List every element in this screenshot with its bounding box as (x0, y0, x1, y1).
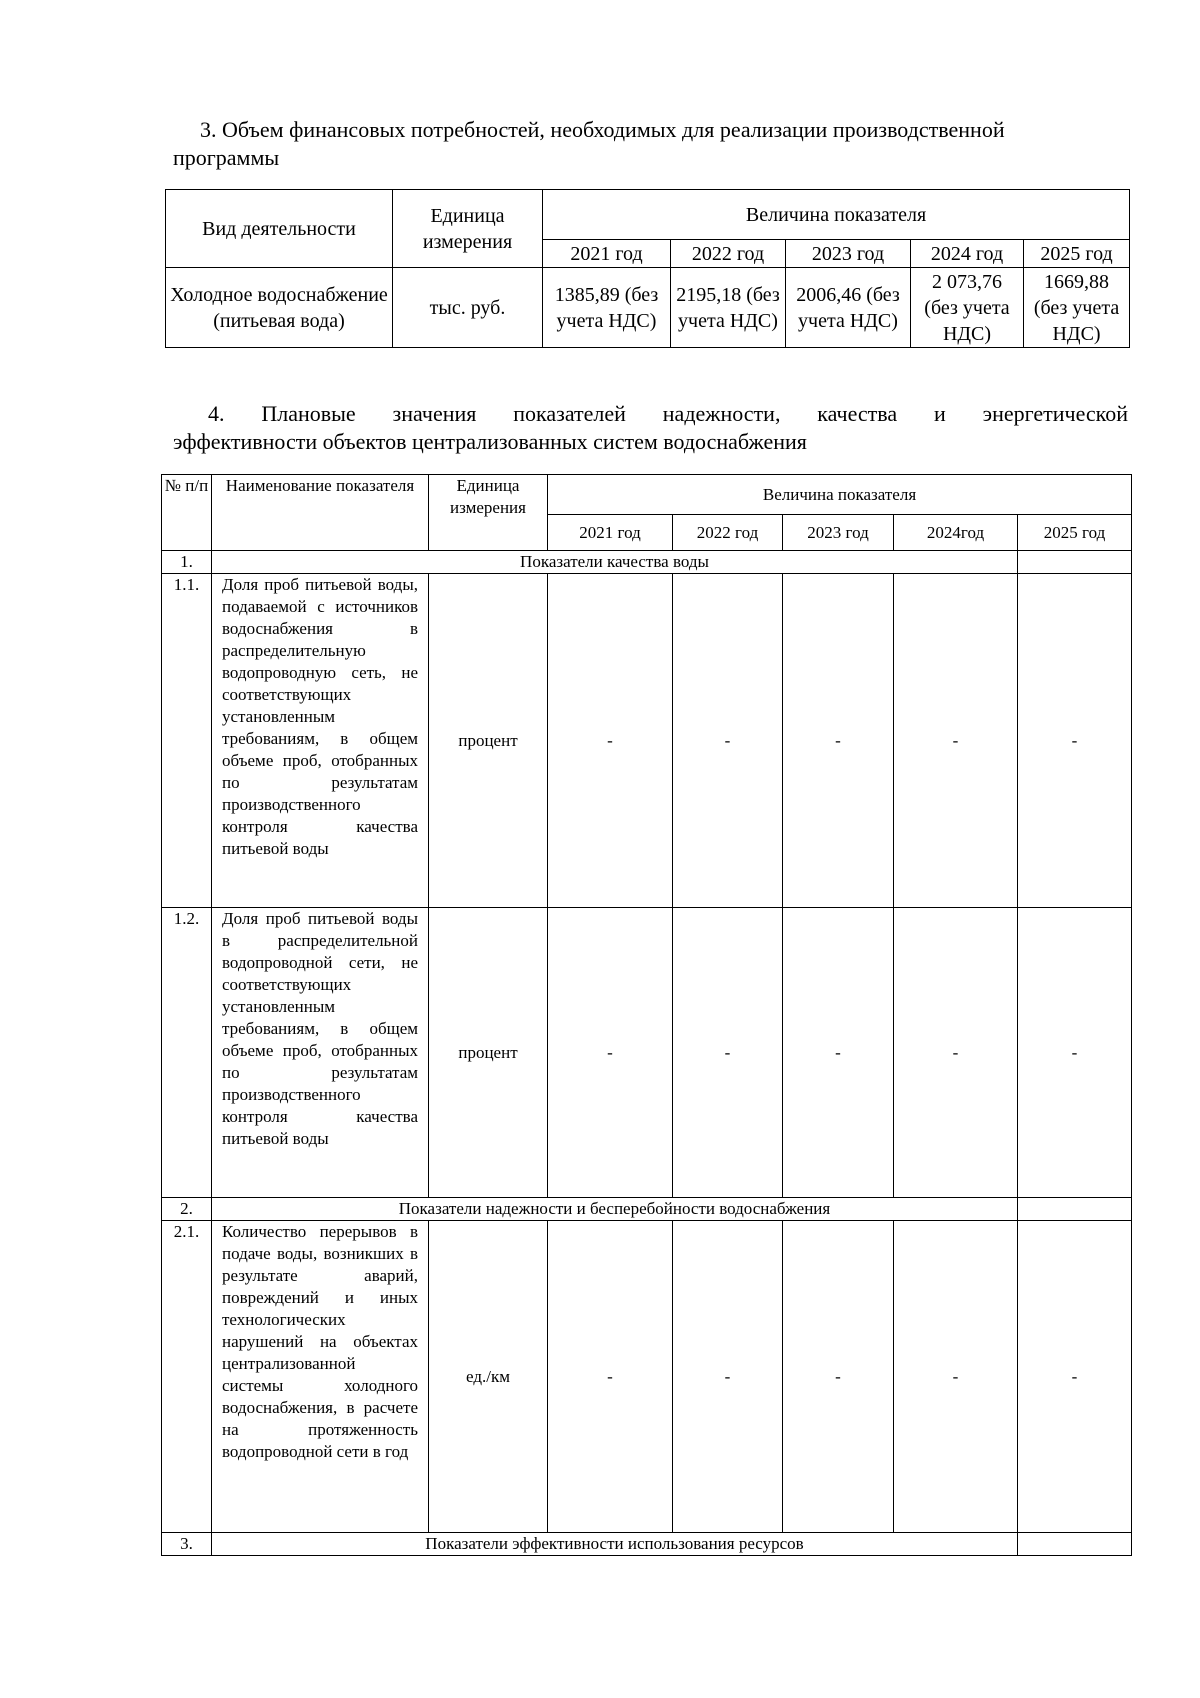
year-header: 2023 год (786, 240, 911, 268)
indicator-name (212, 574, 429, 908)
value-cell: 2 073,76 (без учета НДС) (911, 268, 1024, 348)
value-cell: - (783, 908, 894, 1198)
value-cell: - (673, 908, 783, 1198)
indicator-name-text: Доля проб питьевой воды, подаваемой с источников водоснабжения в распределительную водопроводную сеть, не соответствующих установленным требованиям, в общем объеме проб, отобранных по результатам производственного контроля качества питьевой воды (222, 575, 418, 858)
group-title: Показатели надежности и бесперебойности водоснабжения (212, 1198, 1018, 1221)
section-4-title-line1: 4. Плановые значения показателей надежности, качества и энергетической (208, 401, 1128, 426)
value-cell: 2195,18 (без учета НДС) (671, 268, 786, 348)
group-title: Показатели эффективности использования ресурсов (212, 1533, 1018, 1556)
year-header: 2024 год (911, 240, 1024, 268)
value-cell: - (783, 574, 894, 908)
unit-cell: процент (429, 908, 548, 1198)
empty-cell (1018, 551, 1132, 574)
col-name-header: Наименование показателя (212, 475, 429, 551)
value-cell: - (548, 1221, 673, 1533)
indicators-table (161, 474, 1132, 1556)
row-num: 2.1. (162, 1221, 212, 1533)
indicator-name-text: Количество перерывов в подаче воды, возникших в результате аварий, повреждений и иных технологических нарушений на объектах централизованной системы холодного водоснабжения, в расчете на протяженность водопроводной сети в год (222, 1222, 418, 1461)
value-cell: - (1018, 574, 1132, 908)
value-cell: 1669,88 (без учета НДС) (1024, 268, 1130, 348)
indicator-name-text: Доля проб питьевой воды в распределительной водопроводной сети, не соответствующих установленным требованиям, в общем объеме проб, отобранных по результатам производственного контроля качества питьевой воды (222, 909, 418, 1148)
indicator-name (212, 1221, 429, 1533)
value-cell: 2006,46 (без учета НДС) (786, 268, 911, 348)
value-cell: - (1018, 1221, 1132, 1533)
group-num: 1. (162, 551, 212, 574)
value-cell: - (783, 1221, 894, 1533)
financial-needs-table (165, 189, 1130, 348)
empty-cell (1018, 1533, 1132, 1556)
unit-cell: ед./км (429, 1221, 548, 1533)
value-cell: 1385,89 (без учета НДС) (543, 268, 671, 348)
year-header: 2021 год (548, 515, 673, 551)
unit-cell: тыс. руб. (393, 268, 543, 348)
value-cell: - (894, 574, 1018, 908)
year-header: 2022 год (671, 240, 786, 268)
section-4-heading (173, 400, 1128, 456)
value-cell: - (673, 1221, 783, 1533)
row-num: 1.2. (162, 908, 212, 1198)
value-cell: - (548, 908, 673, 1198)
year-header: 2021 год (543, 240, 671, 268)
section-3-heading (173, 116, 1128, 172)
indicator-name (212, 908, 429, 1198)
year-header: 2023 год (783, 515, 894, 551)
section-3-title-line1: 3. Объем финансовых потребностей, необходимых для реализации производственной (200, 117, 1005, 142)
empty-cell (1018, 1198, 1132, 1221)
value-cell: - (894, 1221, 1018, 1533)
group-num: 3. (162, 1533, 212, 1556)
value-cell: - (548, 574, 673, 908)
col-unit-header: Единица измерения (429, 475, 548, 551)
section-4-title-line2: эффективности объектов централизованных систем водоснабжения (173, 429, 807, 454)
col-activity-header: Вид деятельности (166, 190, 393, 268)
year-header: 2024год (894, 515, 1018, 551)
section-3-title-line2: программы (173, 145, 280, 170)
year-header: 2025 год (1018, 515, 1132, 551)
col-num-header: № п/п (162, 475, 212, 551)
unit-cell: процент (429, 574, 548, 908)
col-value-header: Величина показателя (548, 475, 1132, 515)
value-cell: - (1018, 908, 1132, 1198)
activity-cell: Холодное водоснабжение (питьевая вода) (166, 268, 393, 348)
year-header: 2022 год (673, 515, 783, 551)
col-unit-header: Единица измерения (393, 190, 543, 268)
group-title: Показатели качества воды (212, 551, 1018, 574)
col-value-header: Величина показателя (543, 190, 1130, 240)
value-cell: - (894, 908, 1018, 1198)
value-cell: - (673, 574, 783, 908)
year-header: 2025 год (1024, 240, 1130, 268)
row-num: 1.1. (162, 574, 212, 908)
group-num: 2. (162, 1198, 212, 1221)
